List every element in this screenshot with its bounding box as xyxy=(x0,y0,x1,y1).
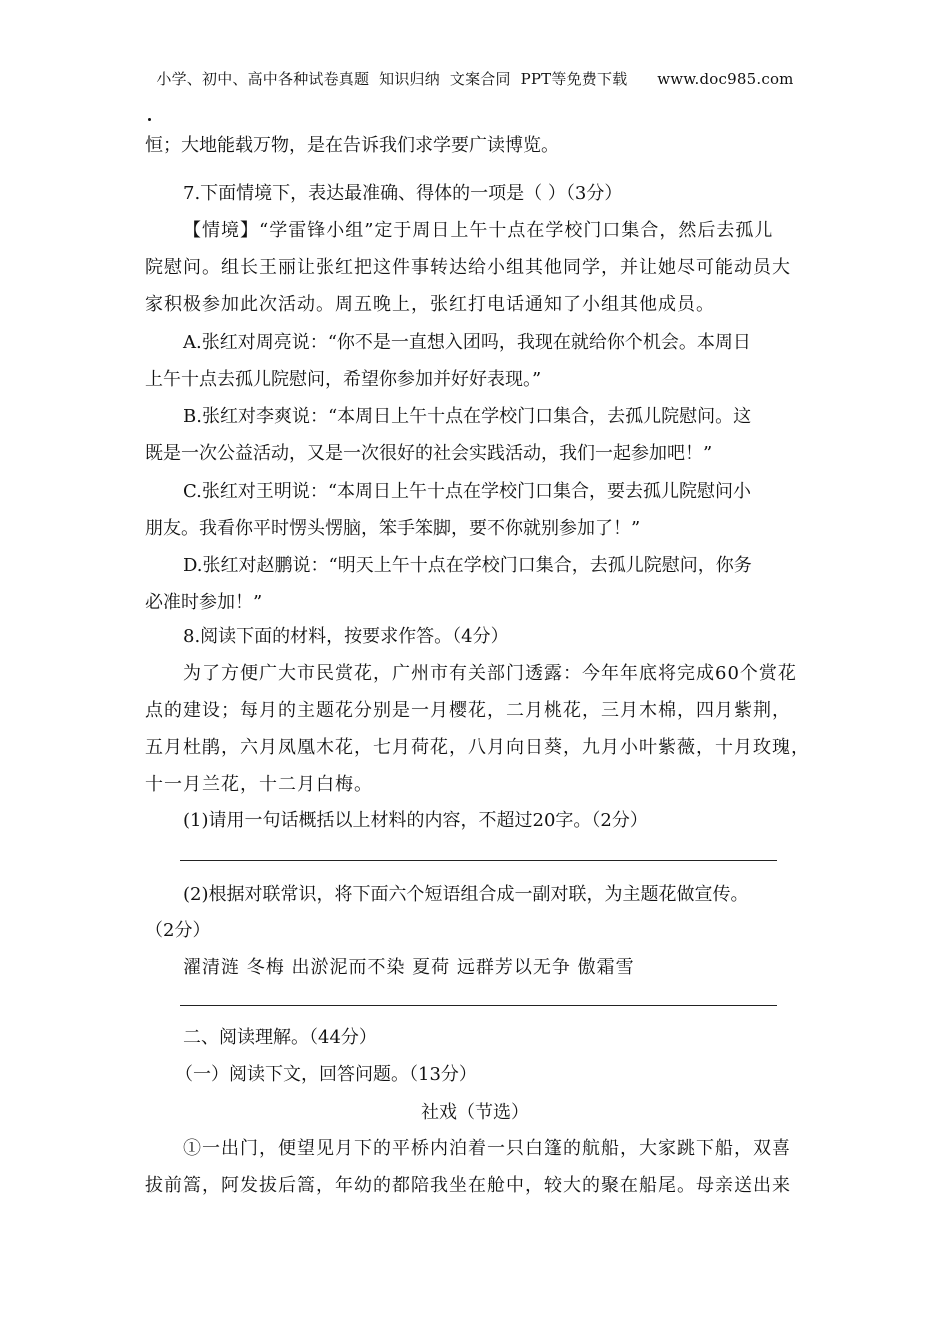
section-2-title: 二、阅读理解。（44分） xyxy=(183,1027,377,1048)
question-8-title: 8.阅读下面的材料，按要求作答。（4分） xyxy=(183,626,509,647)
option-b: 既是一次公益活动，又是一次很好的社会实践活动，我们一起参加吧！” xyxy=(145,443,713,464)
answer-line[interactable] xyxy=(180,860,777,861)
question-8-material: 为了方便广大市民赏花，广州市有关部门透露：今年年底将完成60个赏花 xyxy=(183,663,797,684)
section-2-part-1: （一）阅读下文，回答问题。（13分） xyxy=(175,1064,477,1085)
story-paragraph: 拔前篙，阿发拔后篙，年幼的都陪我坐在舱中，较大的聚在船尾。母亲送出来 xyxy=(145,1175,791,1196)
option-c: C.张红对王明说：“本周日上午十点在学校门口集合，要去孤儿院慰问小 xyxy=(183,481,752,502)
option-d: 必准时参加！” xyxy=(145,592,263,613)
sub-question-2: (2)根据对联常识，将下面六个短语组合成一副对联，为主题花做宣传。 xyxy=(183,884,749,905)
page-header: 小学、初中、高中各种试卷真题 知识归纳 文案合同 PPT等免费下载 www.doc985.com xyxy=(156,70,794,88)
question-7-context: 院慰问。组长王丽让张红把这件事转达给小组其他同学，并让她尽可能动员大 xyxy=(145,257,791,278)
story-paragraph: ①一出门，便望见月下的平桥内泊着一只白篷的航船，大家跳下船，双喜 xyxy=(183,1138,791,1159)
question-7-context: 家积极参加此次活动。周五晚上，张红打电话通知了小组其他成员。 xyxy=(145,294,715,315)
option-d: D.张红对赵鹏说：“明天上午十点在学校门口集合，去孤儿院慰问，你务 xyxy=(183,555,752,576)
question-7-title: 7.下面情境下，表达最准确、得体的一项是（ ）（3分） xyxy=(183,183,623,204)
answer-line[interactable] xyxy=(180,1005,777,1006)
question-8-material: 点的建设；每月的主题花分别是一月樱花，二月桃花，三月木棉，四月紫荆， xyxy=(145,700,791,721)
sub-question-2-score: （2分） xyxy=(145,920,211,941)
question-7-context: 【情境】“学雷锋小组”定于周日上午十点在学校门口集合，然后去孤儿 xyxy=(183,220,774,241)
story-title: 社戏（节选） xyxy=(421,1102,529,1123)
option-a: 上午十点去孤儿院慰问，希望你参加并好好表现。” xyxy=(145,369,542,390)
sub-question-1: (1)请用一句话概括以上材料的内容，不超过20字。（2分） xyxy=(183,810,648,831)
couplet-phrases: 濯清涟 冬梅 出淤泥而不染 夏荷 远群芳以无争 傲霜雪 xyxy=(183,957,635,978)
question-8-material: 五月杜鹃，六月凤凰木花，七月荷花，八月向日葵，九月小叶紫薇，十月玫瑰， xyxy=(145,737,810,758)
option-b: B.张红对李爽说：“本周日上午十点在学校门口集合，去孤儿院慰问。这 xyxy=(183,406,752,427)
emphasis-dot xyxy=(148,118,151,121)
option-a: A.张红对周亮说：“你不是一直想入团吗，我现在就给你个机会。本周日 xyxy=(183,332,751,353)
option-c: 朋友。我看你平时愣头愣脑，笨手笨脚，要不你就别参加了！” xyxy=(145,518,641,539)
text-line: 恒；大地能载万物，是在告诉我们求学要广读博览。 xyxy=(145,135,559,156)
question-8-material: 十一月兰花，十二月白梅。 xyxy=(145,774,373,795)
